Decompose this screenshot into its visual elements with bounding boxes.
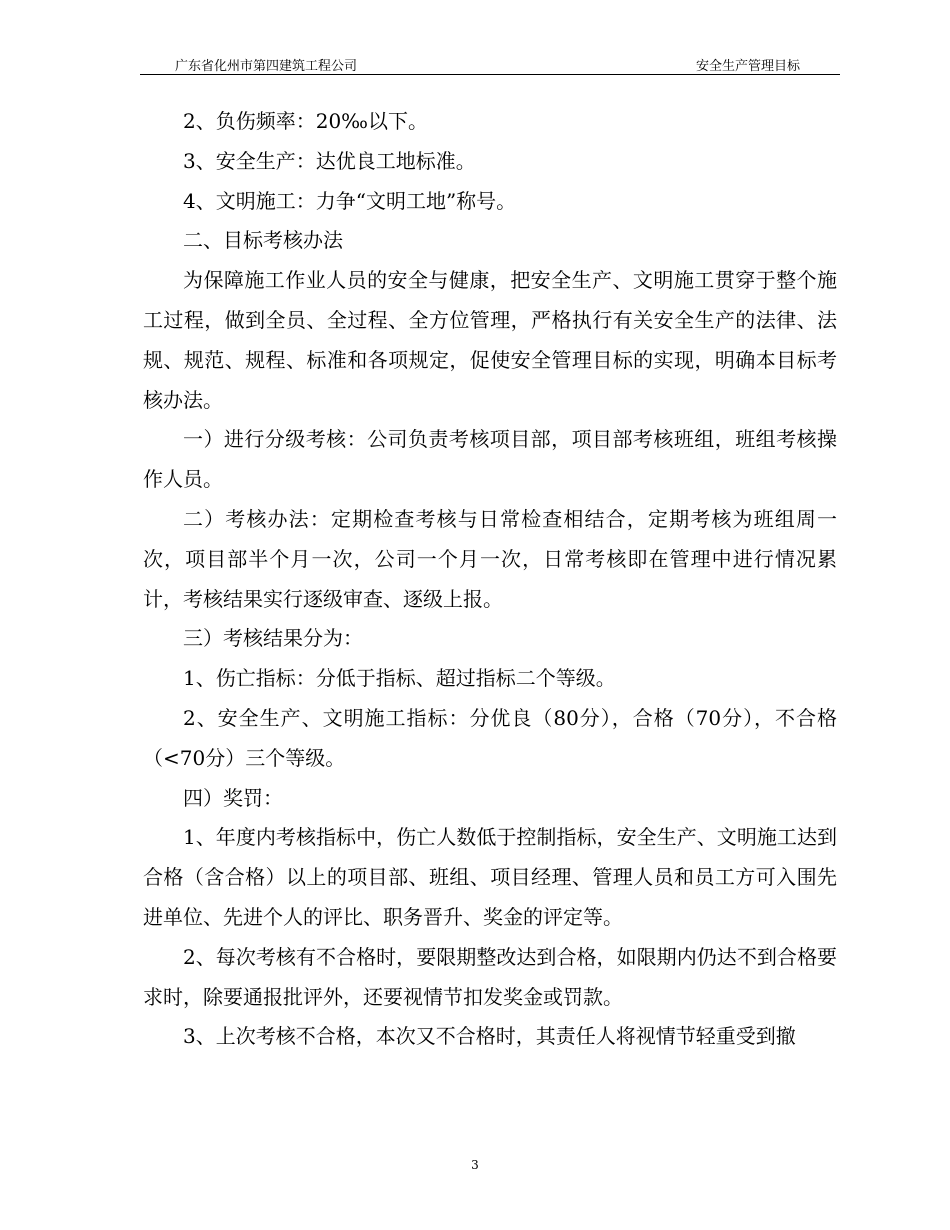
section-heading: 二、目标考核办法 [183,228,343,253]
paragraph: 二）考核办法：定期检查考核与日常检查相结合，定期考核为班组周一次，项目部半个月一次，公司一个月一次，日常考核即在管理中进行情况累计，考核结果实行逐级审查、逐级上报。 [143,506,837,611]
header-rule [140,74,840,75]
paragraph: 4、文明施工：力争“文明工地”称号。 [183,188,517,213]
paragraph: 1、伤亡指标：分低于指标、超过指标二个等级。 [183,666,616,691]
paragraph: 3、上次考核不合格，本次又不合格时，其责任人将视情节轻重受到撤 [183,1024,796,1049]
paragraph: 2、安全生产、文明施工指标：分优良（80分），合格（70分），不合格（<70分）三个等级。 [143,705,837,770]
paragraph: 四）奖罚： [183,785,283,810]
document-body [143,102,837,1057]
paragraph: 一）进行分级考核：公司负责考核项目部，项目部考核班组，班组考核操作人员。 [143,427,837,492]
header-company: 广东省化州市第四建筑工程公司 [175,59,358,74]
paragraph: 2、负伤频率：20‰以下。 [183,109,429,133]
page-number: 3 [471,1158,479,1172]
paragraph: 1、年度内考核指标中，伤亡人数低于控制指标，安全生产、文明施工达到合格（含合格）以上的项目部、班组、项目经理、管理人员和员工方可入围先进单位、先进个人的评比、职务晋升、奖金的评定等。 [143,825,837,929]
paragraph: 3、安全生产：达优良工地标准。 [183,148,476,173]
paragraph: 三）考核结果分为： [183,626,363,651]
paragraph: 为保障施工作业人员的安全与健康，把安全生产、文明施工贯穿于整个施工过程，做到全员、全过程、全方位管理，严格执行有关安全生产的法律、法规、规范、规程、标准和各项规定，促使安全管理目标的实现，明确本目标考核办法。 [143,268,837,412]
header-section: 安全生产管理目标 [695,59,800,74]
paragraph: 2、每次考核有不合格时，要限期整改达到合格，如限期内仍达不到合格要求时，除要通报批评外，还要视情节扣发奖金或罚款。 [143,944,837,1009]
